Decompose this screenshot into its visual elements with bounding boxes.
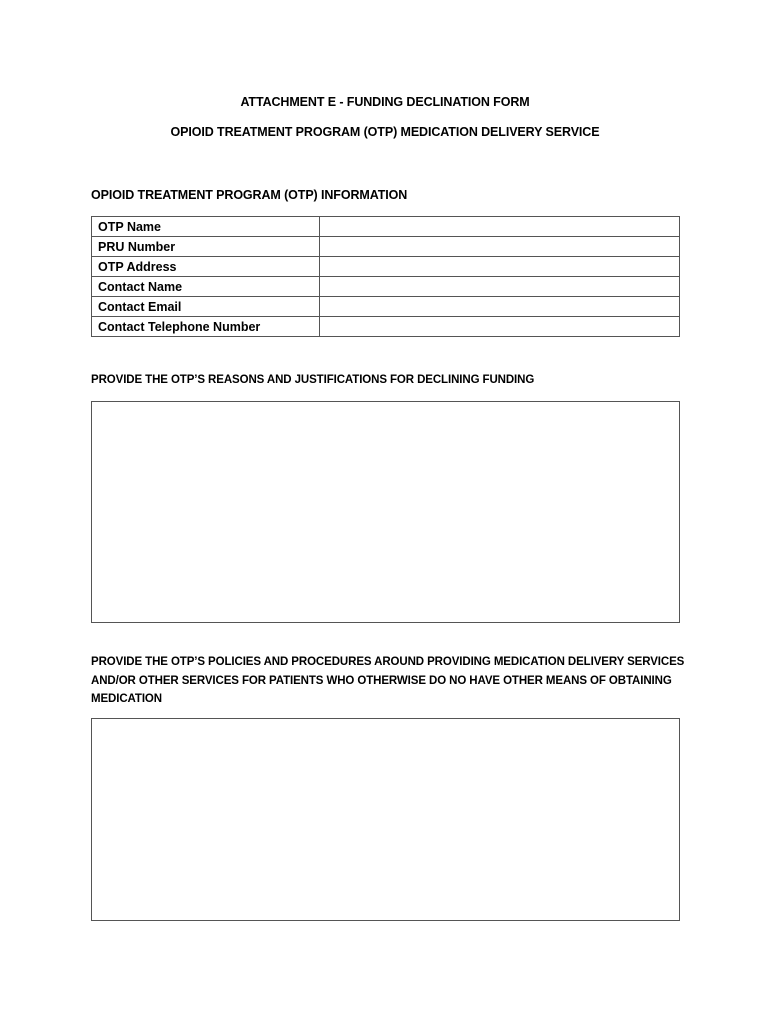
table-row bbox=[92, 237, 680, 257]
otp-name-field[interactable] bbox=[320, 217, 679, 236]
otp-address-cell bbox=[320, 257, 680, 277]
contact-email-field[interactable] bbox=[320, 297, 679, 316]
otp-address-field[interactable] bbox=[320, 257, 679, 276]
contact-name-label: Contact Name bbox=[92, 277, 320, 297]
otp-address-label: OTP Address bbox=[92, 257, 320, 277]
table-row bbox=[92, 317, 680, 337]
otp-name-cell bbox=[320, 217, 680, 237]
contact-telephone-cell bbox=[320, 317, 680, 337]
table-row bbox=[92, 257, 680, 277]
contact-email-label: Contact Email bbox=[92, 297, 320, 317]
reasons-box bbox=[91, 401, 680, 623]
table-row bbox=[92, 277, 680, 297]
contact-telephone-field[interactable] bbox=[320, 317, 679, 336]
form-subtitle: OPIOID TREATMENT PROGRAM (OTP) MEDICATION DELIVERY SERVICE bbox=[170, 125, 600, 139]
pru-number-field[interactable] bbox=[320, 237, 679, 256]
reasons-textarea[interactable] bbox=[92, 402, 679, 622]
contact-name-cell bbox=[320, 277, 680, 297]
form-title: ATTACHMENT E - FUNDING DECLINATION FORM bbox=[240, 95, 530, 109]
pru-number-label: PRU Number bbox=[92, 237, 320, 257]
policies-heading: PROVIDE THE OTP’S POLICIES AND PROCEDURES AROUND PROVIDING MEDICATION DELIVERY SERVICES AND/OR OTHER SERVICES FOR PATIENTS WHO OTHERWISE DO NO HAVE OTHER MEANS OF OBTAINING MEDICATION bbox=[91, 656, 685, 705]
otp-information-heading: OPIOID TREATMENT PROGRAM (OTP) INFORMATION bbox=[91, 188, 408, 202]
policies-textarea[interactable] bbox=[92, 719, 679, 920]
otp-information-table bbox=[91, 216, 680, 337]
pru-number-cell bbox=[320, 237, 680, 257]
policies-box bbox=[91, 718, 680, 921]
contact-telephone-label: Contact Telephone Number bbox=[92, 317, 320, 337]
reasons-heading: PROVIDE THE OTP’S REASONS AND JUSTIFICATIONS FOR DECLINING FUNDING bbox=[91, 374, 535, 386]
otp-name-label: OTP Name bbox=[92, 217, 320, 237]
contact-email-cell bbox=[320, 297, 680, 317]
table-row bbox=[92, 297, 680, 317]
contact-name-field[interactable] bbox=[320, 277, 679, 296]
table-row bbox=[92, 217, 680, 237]
